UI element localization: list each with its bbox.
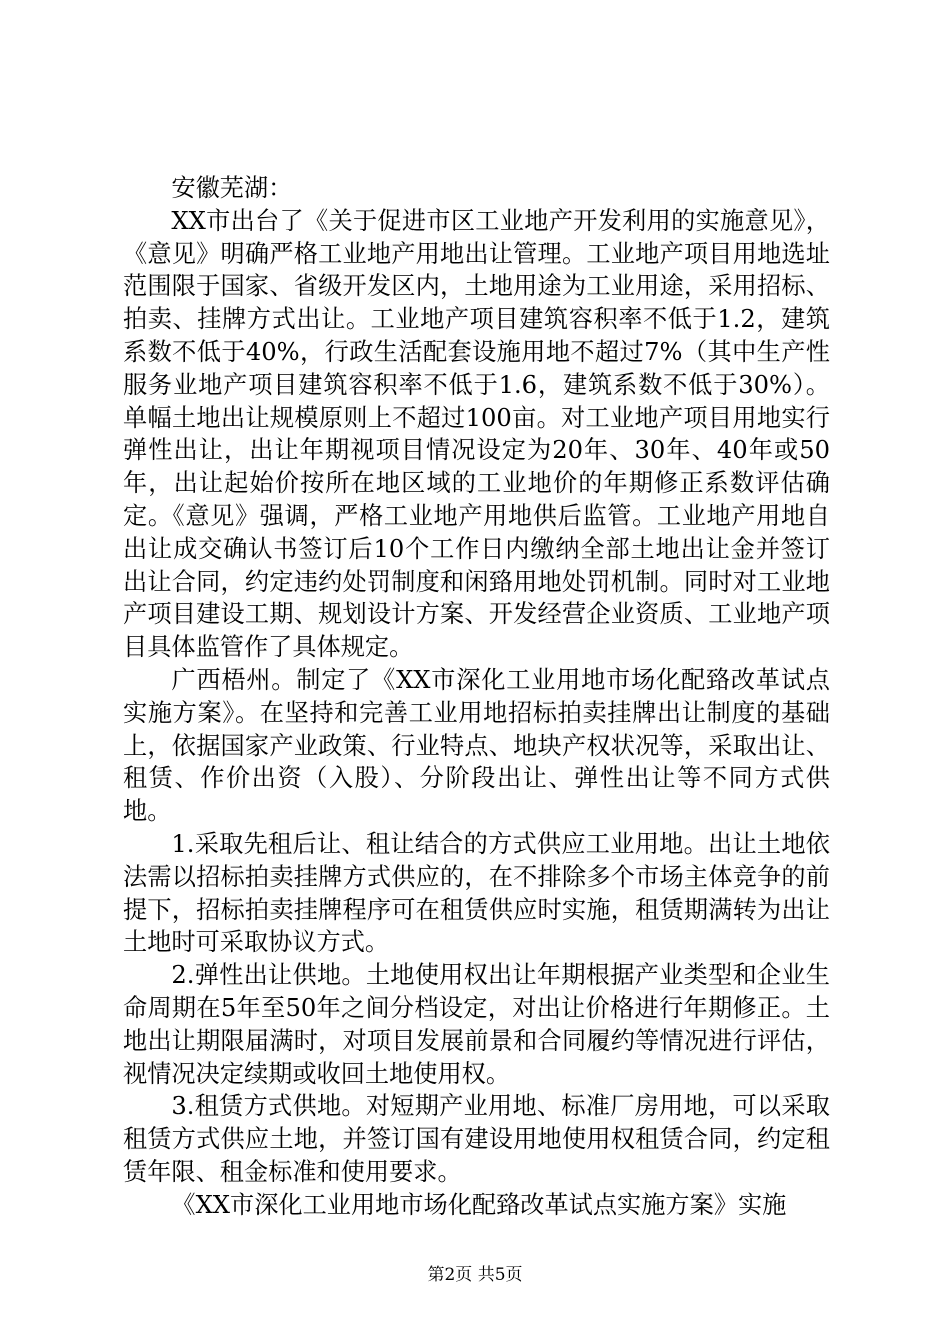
paragraph-implementation: 《XX市深化工业用地市场化配臵改革试点实施方案》实施	[171, 1190, 787, 1219]
paragraph-heading-anhui-wuhu: 安徽芜湖：	[171, 174, 293, 202]
paragraph-item-2: 2.弹性出让供地。土地使用权出让年期根据产业类型和企业生命周期在5年至50年之间分档设定，对出让价格进行年期修正。土地出让期限届满时，对项目发展前景和合同履约等情况进行评估，视情况决定续期或收回土地使用权。	[123, 961, 830, 1088]
document-body	[123, 172, 830, 1222]
paragraph-wuhu-policy: XX市出台了《关于促进市区工业地产开发利用的实施意见》，《意见》明确严格工业地产用地出让管理。工业地产项目用地选址范围限于国家、省级开发区内，土地用途为工业用途，采用招标、拍卖、挂牌方式出让。工业地产项目建筑容积率不低于1.2，建筑系数不低于40%，行政生活配套设施用地不超过7%（其中生产性服务业地产项目建筑容积率不低于1.6，建筑系数不低于30%）。单幅土地出让规模原则上不超过100亩。对工业地产项目用地实行弹性出让，出让年期视项目情况设定为20年、30年、40年或50年，出让起始价按所在地区域的工业地价的年期修正系数评估确定。《意见》强调，严格工业地产用地供后监管。工业地产用地自出让成交确认书签订后10个工作日内缴纳全部土地出让金并签订出让合同，约定违约处罚制度和闲臵用地处罚机制。同时对工业地产项目建设工期、规划设计方案、开发经营企业资质、工业地产项目具体监管作了具体规定。	[123, 206, 830, 662]
paragraph-guangxi-wuzhou: 广西梧州。制定了《XX市深化工业用地市场化配臵改革试点实施方案》。在坚持和完善工业用地招标拍卖挂牌出让制度的基础上，依据国家产业政策、行业特点、地块产权状况等，采取出让、租赁、作价出资（入股）、分阶段出让、弹性出让等不同方式供地。	[123, 665, 830, 826]
paragraph-item-1: 1.采取先租后让、租让结合的方式供应工业用地。出让土地依法需以招标拍卖挂牌方式供应的，在不排除多个市场主体竞争的前提下，招标拍卖挂牌程序可在租赁供应时实施，租赁期满转为出让土地时可采取协议方式。	[123, 829, 830, 957]
page-number-footer: 第2页 共5页	[427, 1265, 523, 1285]
paragraph-item-3: 3.租赁方式供地。对短期产业用地、标准厂房用地，可以采取租赁方式供应土地，并签订国有建设用地使用权租赁合同，约定租赁年限、租金标准和使用要求。	[123, 1092, 830, 1186]
